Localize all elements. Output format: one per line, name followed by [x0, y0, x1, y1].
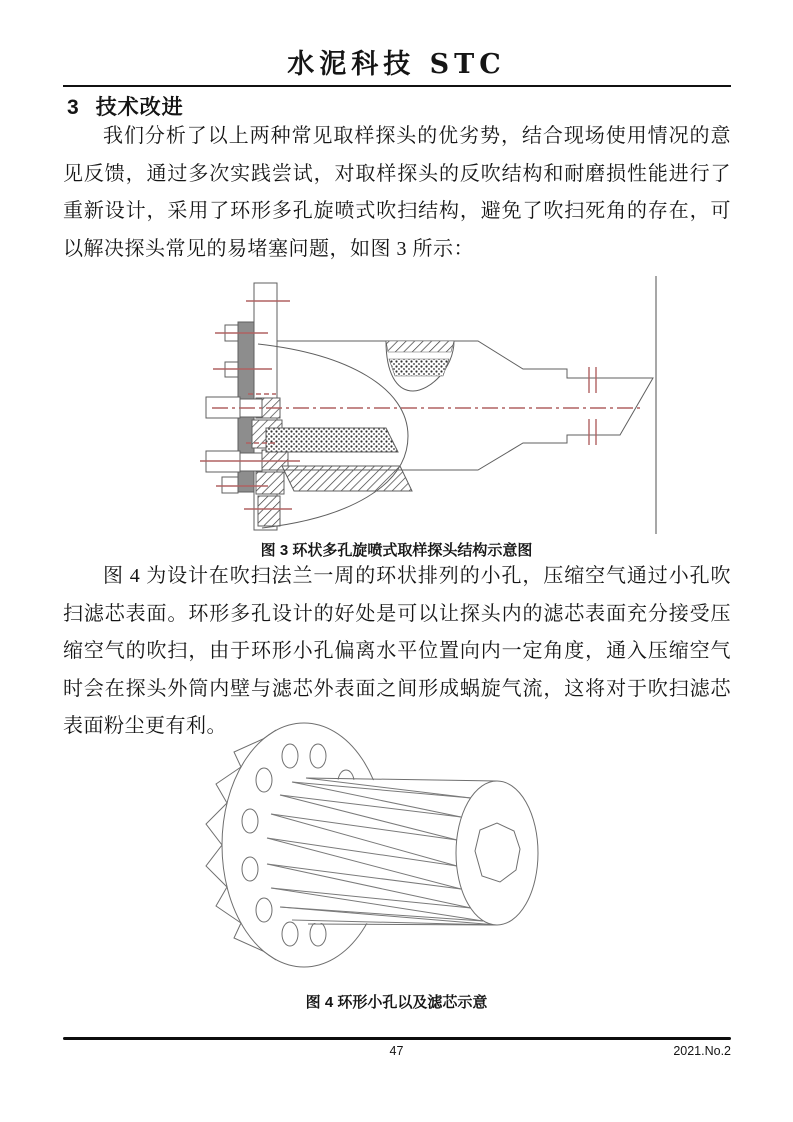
paragraph-2: 图 4 为设计在吹扫法兰一周的环状排列的小孔，压缩空气通过小孔吹扫滤芯表面。环形多孔设计的好处是可以让探头内的滤芯表面充分接受压缩空气的吹扫，由于环形小孔偏离水平位置向内一定角度，通入压缩空气时会在探头外筒内壁与滤芯外表面之间形成蜗旋气流，这将对于吹扫滤芯表面粉尘更有利。: [63, 565, 731, 737]
page-number: 47: [389, 1044, 404, 1058]
journal-title: 水泥科技 STC: [287, 49, 506, 80]
section-heading: [67, 91, 184, 121]
header-rule: [63, 85, 731, 87]
figure-4-caption: 图 4 环形小孔以及滤芯示意: [305, 994, 488, 1011]
figure-3-drawing: [185, 270, 663, 538]
paragraph-1: 我们分析了以上两种常见取样探头的优劣势，结合现场使用情况的意见反馈，通过多次实践尝试，对取样探头的反吹结构和耐磨损性能进行了重新设计，采用了环形多孔旋喷式吹扫结构，避免了吹扫死角的存在，可以解决探头常见的易堵塞问题，如图 3 所示：: [63, 125, 731, 260]
figure-3-caption: 图 3 环状多孔旋喷式取样探头结构示意图: [260, 542, 533, 559]
footer-rule: [63, 1037, 731, 1040]
figure-4-flange-filter: [200, 712, 600, 988]
issue-number: 2021.No.2: [673, 1044, 731, 1058]
section-number: 3: [67, 96, 80, 119]
figure-3-probe-cross-section: [185, 270, 663, 538]
section-title: 技术改进: [95, 96, 184, 119]
figure-4-drawing: [200, 712, 600, 988]
